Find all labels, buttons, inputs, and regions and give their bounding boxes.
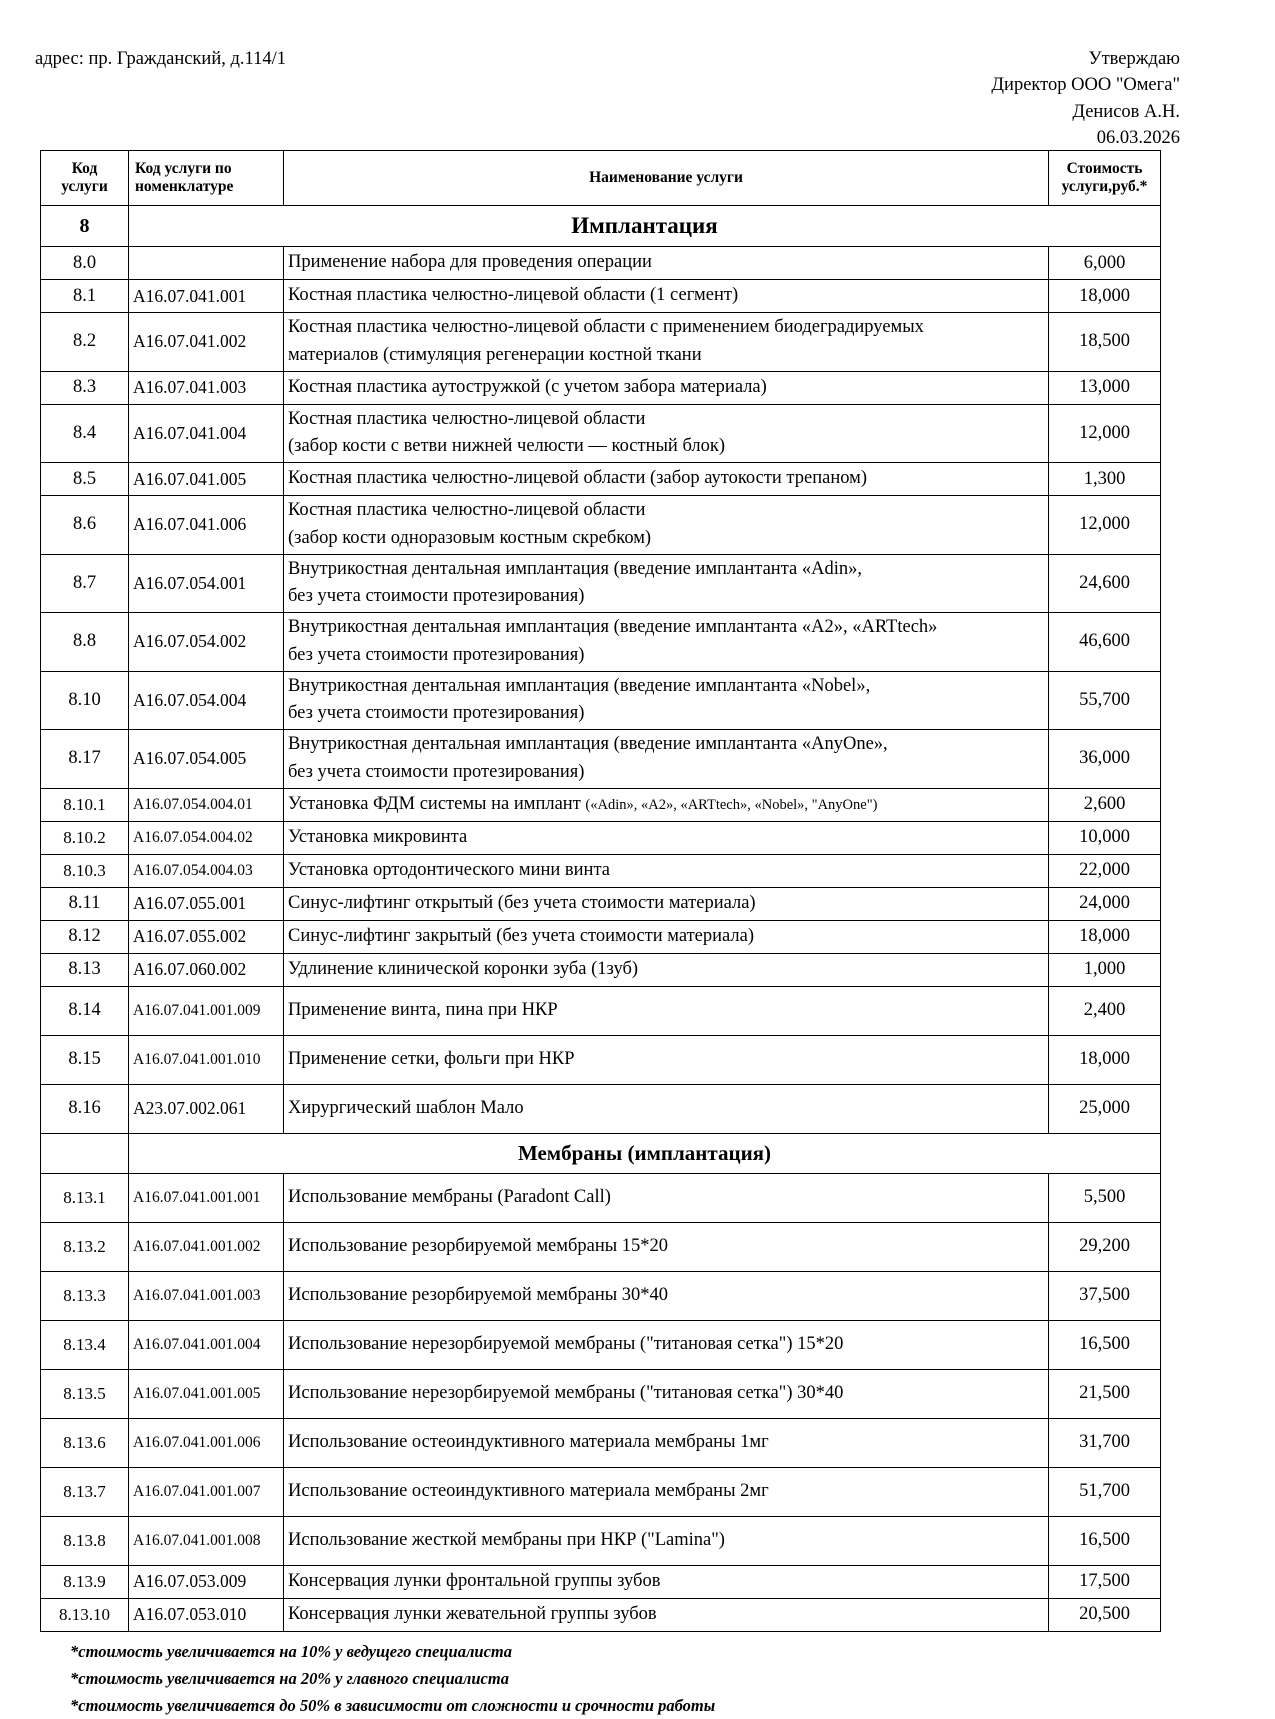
cell-service-name: Применение сетки, фольги при НКР [284,1035,1049,1084]
table-row [41,1598,1161,1631]
table-row [41,671,1161,730]
approval-block [991,46,1180,151]
cell-service-name: Использование остеоиндуктивного материала мембраны 2мг [284,1467,1049,1516]
cell-price: 36,000 [1049,730,1161,789]
table-row [41,496,1161,555]
table-row [41,1222,1161,1271]
table-row [41,1271,1161,1320]
cell-service-code: 8.17 [41,730,129,789]
cell-service-name: Использование нерезорбируемой мембраны ("титановая сетка") 30*40 [284,1369,1049,1418]
table-row [41,280,1161,313]
cell-nomenclature-code: A16.07.055.001 [129,887,284,920]
table-row [41,730,1161,789]
cell-nomenclature-code: A16.07.041.001.009 [129,986,284,1035]
column-header-code [41,151,129,206]
cell-service-name: Костная пластика аутостружкой (с учетом забора материала) [284,371,1049,404]
cell-nomenclature-code: A16.07.054.001 [129,554,284,613]
service-name-line-1: Внутрикостная дентальная имплантация (введение имплантанта «Adin», [288,556,1044,584]
cell-service-code: 8.13.2 [41,1222,129,1271]
table-row [41,463,1161,496]
table-row [41,1418,1161,1467]
cell-service-name: Костная пластика челюстно-лицевой области (1 сегмент) [284,280,1049,313]
subsection-code [41,1133,129,1173]
cell-service-code: 8.14 [41,986,129,1035]
cell-service-code: 8.10 [41,671,129,730]
service-name-line-1: Внутрикостная дентальная имплантация (введение имплантанта «AnyOne», [288,731,1044,759]
service-name-line-1: Костная пластика челюстно-лицевой области с применением биодеградируемых [288,314,1044,342]
cell-price: 5,500 [1049,1173,1161,1222]
cell-price: 6,000 [1049,247,1161,280]
table-row [41,1084,1161,1133]
table-row [41,953,1161,986]
cell-price: 24,600 [1049,554,1161,613]
cell-service-name: Синус-лифтинг закрытый (без учета стоимости материала) [284,920,1049,953]
table-row [41,854,1161,887]
cell-service-code: 8.13.8 [41,1516,129,1565]
approval-line-3: Денисов А.Н. [991,99,1180,125]
cell-nomenclature-code: A16.07.054.002 [129,613,284,672]
service-name-main: Установка ФДМ системы на имплант [288,794,585,814]
cell-price: 2,400 [1049,986,1161,1035]
table-row [41,887,1161,920]
cell-service-code: 8.13.7 [41,1467,129,1516]
table-row [41,1467,1161,1516]
service-name-line-2: материалов (стимуляция регенерации костной ткани [288,342,1044,370]
cell-nomenclature-code: A16.07.041.001.004 [129,1320,284,1369]
cell-service-code: 8.3 [41,371,129,404]
cell-service-code: 8.13.9 [41,1565,129,1598]
cell-nomenclature-code: A16.07.053.010 [129,1598,284,1631]
cell-price: 25,000 [1049,1084,1161,1133]
service-name-detail: («Adin», «А2», «ARTtech», «Nobel», "AnyOne") [585,797,877,813]
table-row [41,1565,1161,1598]
service-name-line-2: (забор кости одноразовым костным скребком) [288,525,1044,553]
section-code: 8 [41,206,129,247]
cell-service-code: 8.4 [41,404,129,463]
cell-nomenclature-code: A23.07.002.061 [129,1084,284,1133]
column-header-price [1049,151,1161,206]
table-section-row [41,206,1161,247]
cell-nomenclature-code: A16.07.041.001.002 [129,1222,284,1271]
service-name-line-1: Внутрикостная дентальная имплантация (введение имплантанта «Nobel», [288,673,1044,701]
cell-nomenclature-code: A16.07.054.004.01 [129,788,284,821]
cell-service-name: Консервация лунки жевательной группы зубов [284,1598,1049,1631]
cell-price: 18,500 [1049,313,1161,372]
service-name-line-2: (забор кости с ветви нижней челюсти — костный блок) [288,433,1044,461]
cell-nomenclature-code: A16.07.055.002 [129,920,284,953]
service-name-line-1: Костная пластика челюстно-лицевой области [288,497,1044,525]
table-row [41,1369,1161,1418]
cell-service-name: Использование резорбируемой мембраны 30*40 [284,1271,1049,1320]
cell-nomenclature-code: A16.07.041.001.003 [129,1271,284,1320]
column-header-nomenclature-line2: номенклатуре [135,178,233,195]
table-row [41,1173,1161,1222]
cell-price: 17,500 [1049,1565,1161,1598]
cell-nomenclature-code: A16.07.041.001 [129,280,284,313]
cell-nomenclature-code: A16.07.041.001.006 [129,1418,284,1467]
column-header-code-line2: услуги [61,178,108,195]
cell-nomenclature-code: A16.07.054.004.02 [129,821,284,854]
cell-nomenclature-code [129,247,284,280]
cell-nomenclature-code: A16.07.053.009 [129,1565,284,1598]
cell-price: 16,500 [1049,1320,1161,1369]
cell-service-name [284,496,1049,555]
cell-service-code: 8.16 [41,1084,129,1133]
cell-service-name [284,730,1049,789]
cell-service-code: 8.2 [41,313,129,372]
cell-nomenclature-code: A16.07.041.003 [129,371,284,404]
cell-nomenclature-code: A16.07.041.006 [129,496,284,555]
cell-price: 18,000 [1049,280,1161,313]
cell-price: 2,600 [1049,788,1161,821]
cell-service-name: Хирургический шаблон Мало [284,1084,1049,1133]
cell-nomenclature-code: A16.07.041.004 [129,404,284,463]
subsection-title: Мембраны (имплантация) [129,1133,1161,1173]
cell-service-name: Использование жесткой мембраны при НКР ("Lamina") [284,1516,1049,1565]
service-name-line-2: без учета стоимости протезирования) [288,642,1044,670]
cell-nomenclature-code: A16.07.041.001.008 [129,1516,284,1565]
cell-price: 1,000 [1049,953,1161,986]
cell-price: 10,000 [1049,821,1161,854]
service-name-line-2: без учета стоимости протезирования) [288,759,1044,787]
cell-nomenclature-code: A16.07.054.004.03 [129,854,284,887]
cell-price: 22,000 [1049,854,1161,887]
approval-line-1: Утверждаю [991,46,1180,72]
cell-service-code: 8.10.2 [41,821,129,854]
cell-service-name: Использование остеоиндуктивного материала мембраны 1мг [284,1418,1049,1467]
cell-service-name: Использование нерезорбируемой мембраны ("титановая сетка") 15*20 [284,1320,1049,1369]
cell-price: 21,500 [1049,1369,1161,1418]
table-row [41,986,1161,1035]
cell-service-code: 8.0 [41,247,129,280]
document-header [35,40,1180,150]
cell-nomenclature-code: A16.07.060.002 [129,953,284,986]
cell-service-code: 8.6 [41,496,129,555]
cell-nomenclature-code: A16.07.041.001.001 [129,1173,284,1222]
cell-service-code: 8.13.3 [41,1271,129,1320]
clinic-address: адрес: пр. Гражданский, д.114/1 [35,48,286,71]
cell-price: 12,000 [1049,496,1161,555]
cell-service-name [284,313,1049,372]
cell-nomenclature-code: A16.07.041.001.007 [129,1467,284,1516]
cell-service-code: 8.1 [41,280,129,313]
section-title: Имплантация [129,206,1161,247]
cell-service-code: 8.13.6 [41,1418,129,1467]
cell-service-code: 8.12 [41,920,129,953]
cell-service-code: 8.5 [41,463,129,496]
approval-line-2: Директор ООО "Омега" [991,72,1180,98]
column-header-nomenclature [129,151,284,206]
table-header [41,151,1161,206]
footnote-1: *стоимость увеличивается на 10% у ведущего специалиста [70,1638,1180,1665]
cell-nomenclature-code: A16.07.041.005 [129,463,284,496]
cell-nomenclature-code: A16.07.041.002 [129,313,284,372]
table-row [41,920,1161,953]
cell-service-code: 8.13.10 [41,1598,129,1631]
table-row [41,821,1161,854]
cell-service-name [284,554,1049,613]
column-header-code-line1: Код [72,160,98,177]
cell-service-code: 8.13.4 [41,1320,129,1369]
cell-price: 24,000 [1049,887,1161,920]
cell-nomenclature-code: A16.07.054.005 [129,730,284,789]
table-row [41,1516,1161,1565]
cell-service-code: 8.10.1 [41,788,129,821]
cell-price: 18,000 [1049,920,1161,953]
cell-service-code: 8.15 [41,1035,129,1084]
cell-service-name: Применение винта, пина при НКР [284,986,1049,1035]
footnote-2: *стоимость увеличивается на 20% у главного специалиста [70,1665,1180,1692]
cell-price: 55,700 [1049,671,1161,730]
cell-price: 1,300 [1049,463,1161,496]
price-list-table [40,150,1161,1632]
table-row [41,1035,1161,1084]
table-row [41,313,1161,372]
service-name-line-1: Внутрикостная дентальная имплантация (введение имплантанта «А2», «ARTtech» [288,614,1044,642]
cell-price: 18,000 [1049,1035,1161,1084]
table-row [41,247,1161,280]
cell-service-name: Костная пластика челюстно-лицевой области (забор аутокости трепаном) [284,463,1049,496]
service-name-line-2: без учета стоимости протезирования) [288,583,1044,611]
table-row [41,613,1161,672]
footnote-3: *стоимость увеличивается до 50% в зависимости от сложности и срочности работы [70,1692,1180,1719]
cell-service-code: 8.13.1 [41,1173,129,1222]
cell-price: 37,500 [1049,1271,1161,1320]
cell-price: 46,600 [1049,613,1161,672]
table-row [41,1320,1161,1369]
cell-service-code: 8.10.3 [41,854,129,887]
cell-price: 51,700 [1049,1467,1161,1516]
cell-price: 31,700 [1049,1418,1161,1467]
cell-price: 13,000 [1049,371,1161,404]
cell-service-name [284,788,1049,821]
column-header-service-name: Наименование услуги [284,151,1049,206]
table-row [41,404,1161,463]
cell-service-name: Установка ортодонтического мини винта [284,854,1049,887]
cell-service-name [284,404,1049,463]
table-row [41,788,1161,821]
cell-service-name: Синус-лифтинг открытый (без учета стоимости материала) [284,887,1049,920]
table-header-row [41,151,1161,206]
column-header-price-line2: услуги,руб.* [1062,178,1148,195]
table-body [41,206,1161,1632]
table-row [41,371,1161,404]
column-header-nomenclature-line1: Код услуги по [135,160,232,177]
cell-service-code: 8.7 [41,554,129,613]
service-name-line-2: без учета стоимости протезирования) [288,700,1044,728]
cell-price: 29,200 [1049,1222,1161,1271]
cell-service-name: Применение набора для проведения операции [284,247,1049,280]
cell-nomenclature-code: A16.07.041.001.005 [129,1369,284,1418]
cell-price: 16,500 [1049,1516,1161,1565]
cell-service-code: 8.13.5 [41,1369,129,1418]
cell-service-code: 8.11 [41,887,129,920]
table-subsection-row [41,1133,1161,1173]
cell-service-name [284,671,1049,730]
cell-service-name: Использование мембраны (Paradont Call) [284,1173,1049,1222]
cell-service-name: Использование резорбируемой мембраны 15*20 [284,1222,1049,1271]
service-name-line-1: Костная пластика челюстно-лицевой области [288,406,1044,434]
cell-service-code: 8.8 [41,613,129,672]
cell-price: 20,500 [1049,1598,1161,1631]
column-header-price-line1: Стоимость [1067,160,1143,177]
cell-nomenclature-code: A16.07.041.001.010 [129,1035,284,1084]
cell-service-name [284,613,1049,672]
cell-service-name: Удлинение клинической коронки зуба (1зуб) [284,953,1049,986]
cell-service-name: Консервация лунки фронтальной группы зубов [284,1565,1049,1598]
cell-service-name: Установка микровинта [284,821,1049,854]
table-row [41,554,1161,613]
approval-date: 06.03.2026 [991,125,1180,151]
cell-price: 12,000 [1049,404,1161,463]
cell-nomenclature-code: A16.07.054.004 [129,671,284,730]
cell-service-code: 8.13 [41,953,129,986]
